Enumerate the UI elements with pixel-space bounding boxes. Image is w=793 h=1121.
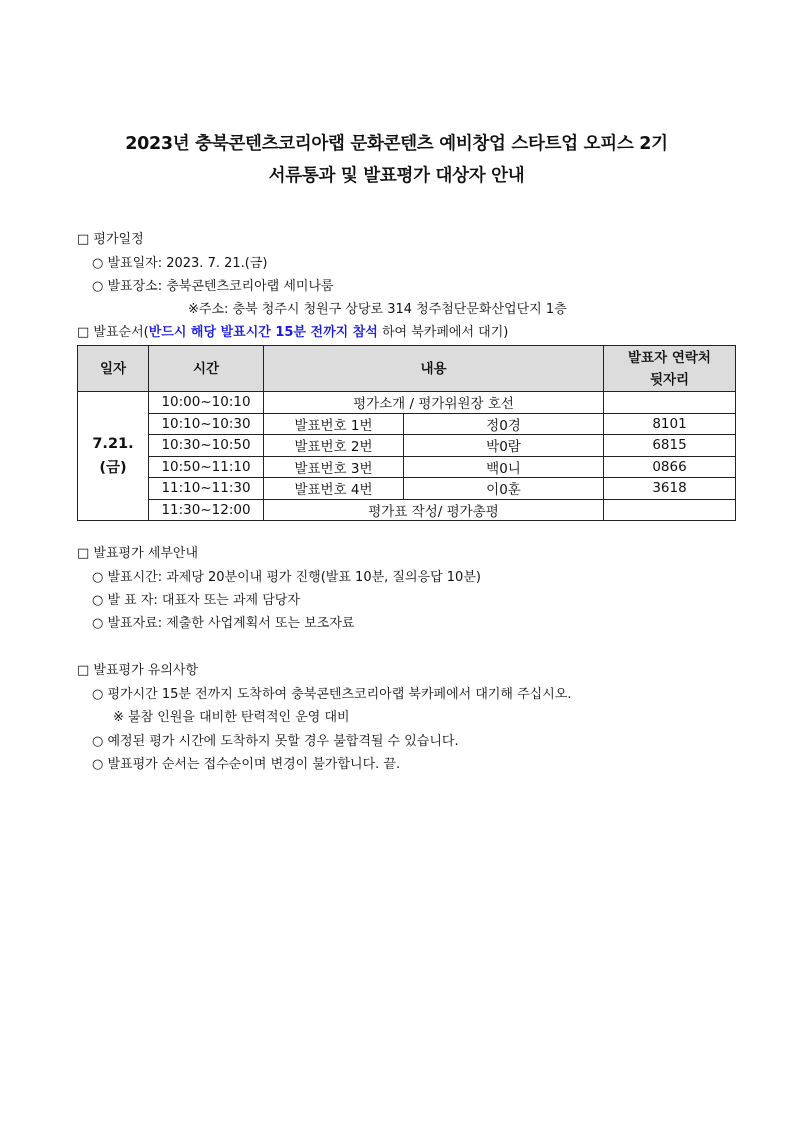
schedule-table [77, 345, 736, 521]
header-contact-line2: 뒷자리 [649, 371, 690, 388]
table-row [78, 499, 736, 521]
time-cell: 11:30~12:00 [149, 499, 264, 521]
order-heading [77, 321, 508, 340]
presentation-number-cell: 발표번호 1번 [264, 413, 404, 435]
notice-item-order: ○ 발표평가 순서는 접수순이며 변경이 불가합니다. 끝. [92, 757, 401, 772]
header-content: 내용 [264, 346, 604, 392]
notice-item-arrival: ○ 평가시간 15분 전까지 도착하여 충북콘텐츠코리아랩 북카페에서 대기해 주십시오. [92, 687, 572, 702]
content-cell: 평가소개 / 평가위원장 호선 [264, 392, 604, 414]
presenter-name-cell: 정0경 [404, 413, 604, 435]
time-cell: 10:10~10:30 [149, 413, 264, 435]
table-row [78, 435, 736, 457]
presentation-number-cell: 발표번호 4번 [264, 478, 404, 500]
schedule-heading: □ 평가일정 [77, 232, 144, 247]
date-cell-line2: (금) [99, 460, 127, 476]
table-row [78, 413, 736, 435]
presentation-number-cell: 발표번호 2번 [264, 435, 404, 457]
order-heading-prefix: □ 발표순서( [77, 325, 149, 340]
time-cell: 10:50~11:10 [149, 456, 264, 478]
detail-heading: □ 발표평가 세부안내 [77, 546, 199, 561]
contact-cell [604, 392, 736, 414]
time-cell: 11:10~11:30 [149, 478, 264, 500]
contact-cell [604, 499, 736, 521]
document-title-line1: 2023년 충북콘텐츠코리아랩 문화콘텐츠 예비창업 스타트업 오피스 2기 [125, 134, 668, 154]
table-row [78, 456, 736, 478]
header-contact [604, 346, 736, 392]
presentation-number-cell: 발표번호 3번 [264, 456, 404, 478]
notice-item-late: ○ 예정된 평가 시간에 도착하지 못할 경우 불합격될 수 있습니다. [92, 734, 459, 749]
detail-item-time: ○ 발표시간: 과제당 20분이내 평가 진행(발표 10분, 질의응답 10분) [92, 570, 481, 585]
address-note: ※주소: 충북 청주시 청원구 상당로 314 청주첨단문화산업단지 1층 [188, 302, 567, 317]
presentation-place: ○ 발표장소: 충북콘텐츠코리아랩 세미나룸 [92, 279, 334, 294]
table-row [78, 478, 736, 500]
presenter-name-cell: 박0람 [404, 435, 604, 457]
time-cell: 10:00~10:10 [149, 392, 264, 414]
detail-item-presenter: ○ 발 표 자: 대표자 또는 과제 담당자 [92, 593, 300, 608]
table-row [78, 392, 736, 414]
presenter-name-cell: 이0훈 [404, 478, 604, 500]
table-header-row [78, 346, 736, 392]
contact-cell: 3618 [604, 478, 736, 500]
presenter-name-cell: 백0니 [404, 456, 604, 478]
header-date: 일자 [78, 346, 149, 392]
content-cell: 평가표 작성/ 평가총평 [264, 499, 604, 521]
date-cell-line1: 7.21. [92, 436, 134, 452]
header-contact-line1: 발표자 연락처 [628, 349, 711, 366]
contact-cell: 0866 [604, 456, 736, 478]
contact-cell: 6815 [604, 435, 736, 457]
order-heading-emphasis: 반드시 해당 발표시간 15분 전까지 참석 [148, 325, 378, 340]
presentation-date: ○ 발표일자: 2023. 7. 21.(금) [92, 256, 268, 271]
date-cell [78, 392, 149, 521]
contact-cell: 8101 [604, 413, 736, 435]
detail-item-materials: ○ 발표자료: 제출한 사업계획서 또는 보조자료 [92, 616, 355, 631]
order-heading-suffix: 하여 북카페에서 대기) [377, 325, 509, 340]
time-cell: 10:30~10:50 [149, 435, 264, 457]
notice-note-absence: ※ 불참 인원을 대비한 탄력적인 운영 대비 [113, 710, 350, 725]
notice-heading: □ 발표평가 유의사항 [77, 663, 199, 678]
document-title-line2: 서류통과 및 발표평가 대상자 안내 [268, 166, 525, 186]
header-time: 시간 [149, 346, 264, 392]
